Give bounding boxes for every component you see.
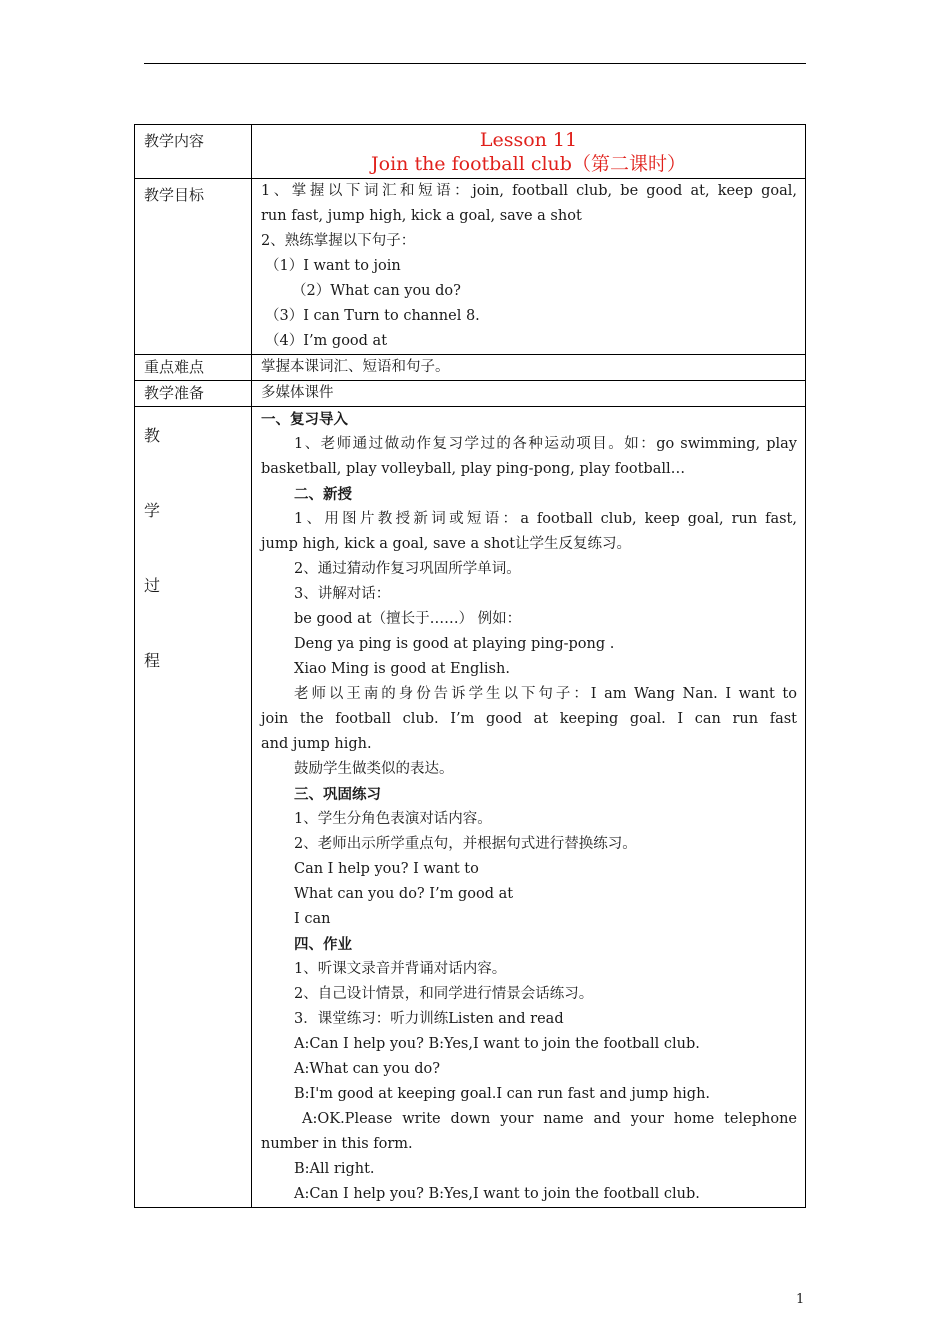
dialogue-line: A:Can I help you? B:Yes,I want to join the football club. — [294, 1186, 700, 1202]
lesson-title-line2: Join the football club（第二课时） — [371, 153, 686, 175]
lesson-title-line1: Lesson 11 — [479, 129, 578, 151]
objective-line: run fast, jump high, kick a goal, save a shot — [261, 208, 582, 224]
row-process — [135, 407, 806, 1208]
row-prep — [135, 381, 806, 407]
process-line: 2、老师出示所学重点句，并根据句式进行替换练习。 — [294, 836, 637, 852]
objective-sentence: （3）I can Turn to channel 8. — [265, 308, 480, 324]
objective-sentence: （4）I’m good at — [265, 333, 388, 349]
process-line: 2、通过猜动作复习巩固所学单词。 — [294, 561, 521, 577]
section-heading: 三、巩固练习 — [294, 786, 381, 803]
process-line: 1、用图片教授新词或短语：a football club, keep goal, run fast, — [294, 511, 797, 527]
process-line: Deng ya ping is good at playing ping-pong . — [294, 636, 615, 652]
section-heading: 四、作业 — [294, 936, 352, 953]
page-number: 1 — [796, 1292, 805, 1307]
dialogue-line: B:All right. — [294, 1161, 375, 1177]
objective-line: 1、掌握以下词汇和短语：join, football club, be good at, keep goal, — [261, 183, 797, 199]
process-line: 1、老师通过做动作复习学过的各种运动项目。如：go swimming, play — [294, 436, 797, 452]
objective-line: 2、熟练掌握以下句子： — [261, 233, 416, 249]
prep-content: 多媒体课件 — [252, 381, 806, 407]
process-line: 1、听课文录音并背诵对话内容。 — [294, 961, 507, 977]
process-line: jump high, kick a goal, save a shot让学生反复练习。 — [261, 536, 632, 552]
process-line: and jump high. — [261, 736, 372, 752]
objectives-content — [252, 179, 806, 355]
dialogue-line: A:What can you do? — [294, 1061, 441, 1077]
section-heading: 一、复习导入 — [261, 411, 348, 428]
process-line: I can — [294, 911, 331, 927]
process-line: be good at（擅长于……） 例如： — [294, 611, 522, 627]
process-label-char: 学 — [144, 501, 161, 520]
process-line: Xiao Ming is good at English. — [294, 661, 510, 677]
objective-sentence: （1）I want to join — [265, 258, 401, 274]
label-process — [135, 407, 252, 1208]
lesson-title — [252, 125, 806, 179]
process-line: 1、学生分角色表演对话内容。 — [294, 811, 492, 827]
process-label-char: 过 — [144, 576, 161, 595]
dialogue-line: A:OK.Please write down your name and your home telephone — [302, 1111, 797, 1127]
keypoints-content: 掌握本课词汇、短语和句子。 — [252, 355, 806, 381]
lesson-plan-table — [134, 124, 806, 1208]
row-objectives — [135, 179, 806, 355]
process-line: 鼓励学生做类似的表达。 — [294, 761, 454, 777]
process-line: join the football club. I’m good at keeping goal. I can run fast — [261, 711, 797, 727]
process-line: 老师以王南的身份告诉学生以下句子：I am Wang Nan. I want to — [294, 686, 797, 702]
process-line: Can I help you? I want to — [294, 861, 479, 877]
process-label-char: 教 — [144, 426, 161, 445]
process-line: 2、自己设计情景，和同学进行情景会话练习。 — [294, 986, 594, 1002]
header-rule — [144, 63, 806, 64]
dialogue-line: B:I'm good at keeping goal.I can run fast and jump high. — [294, 1086, 711, 1102]
row-keypoints — [135, 355, 806, 381]
process-content — [252, 407, 806, 1208]
section-heading: 二、新授 — [294, 486, 352, 503]
objective-sentence: （2）What can you do? — [292, 283, 461, 299]
process-line: 3、讲解对话： — [294, 586, 391, 602]
label-content: 教学内容 — [135, 125, 252, 179]
dialogue-line: A:Can I help you? B:Yes,I want to join the football club. — [294, 1036, 700, 1052]
process-line: 3．课堂练习：听力训练Listen and read — [294, 1011, 564, 1027]
process-line: basketball, play volleyball, play ping-pong, play football… — [261, 461, 686, 477]
process-label-char: 程 — [144, 651, 161, 670]
label-keypoints: 重点难点 — [135, 355, 252, 381]
row-content — [135, 125, 806, 179]
label-objectives: 教学目标 — [135, 179, 252, 355]
process-line: What can you do? I’m good at — [294, 886, 514, 902]
label-prep: 教学准备 — [135, 381, 252, 407]
dialogue-line: number in this form. — [261, 1136, 413, 1152]
